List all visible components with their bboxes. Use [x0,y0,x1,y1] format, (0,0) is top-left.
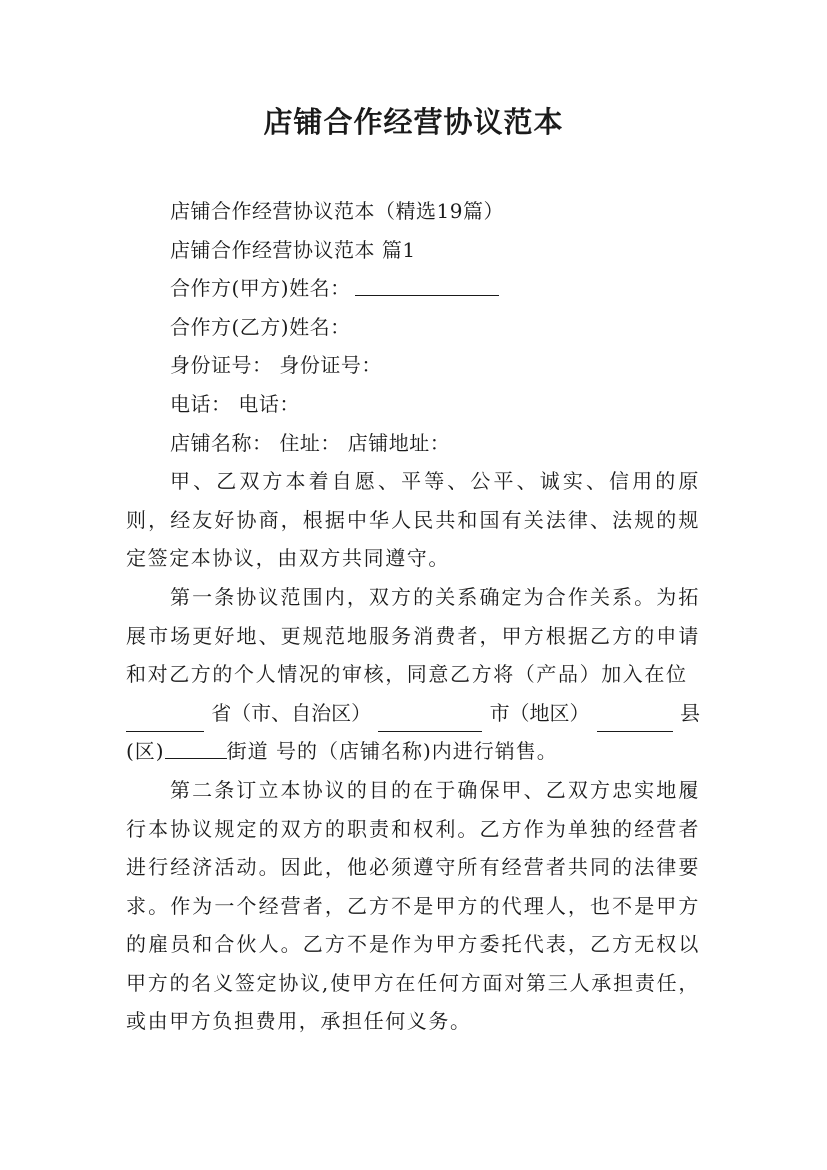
phone-line: 电话： 电话： [170,391,300,416]
document-body [126,192,700,1041]
article-1-paragraph: 第一条协议范围内，双方的关系确定为合作关系。为拓展市场更好地、更规范地服务消费者，甲方根据乙方的申请和对乙方的个人情况的审核，同意乙方将（产品）加入在位 [126,584,700,687]
province-blank [126,709,204,732]
party-b-line: 合作方(乙方)姓名： [170,314,351,339]
street-label: 街道 号的（店铺名称)内进行销售。 [226,739,558,764]
document-title: 店铺合作经营协议范本 [263,105,564,139]
party-a-name-blank [355,273,499,296]
article-2-paragraph: 第二条订立本协议的目的在于确保甲、乙双方忠实地履行本协议规定的双方的职责和权利。乙方作为单独的经营者进行经济活动。因此，他必须遵守所有经营者共同的法律要求。作为一个经营者，乙方不是甲方的代理人，也不是甲方的雇员和合伙人。乙方不是作为甲方委托代表，乙方无权以甲方的名义签定协议,使甲方在任何方面对第三人承担责任，或由甲方负担费用，承担任何义务。 [126,777,700,1034]
article-1-location-line [126,694,700,733]
city-label: 市（地区） [489,700,590,725]
county-blank [597,709,673,732]
section-heading: 店铺合作经营协议范本 篇1 [170,237,416,262]
subtitle-line: 店铺合作经营协议范本（精选19篇） [170,199,504,223]
article-1-street-line [126,732,700,771]
province-label: 省（市、自治区） [211,700,372,725]
party-a-label: 合作方(甲方)姓名： [170,276,351,301]
county-label: 县 [679,700,700,725]
intro-paragraph: 甲、乙双方本着自愿、平等、公平、诚实、信用的原则，经友好协商，根据中华人民共和国有关法律、法规的规定签定本协议，由双方共同遵守。 [126,469,700,571]
city-blank [378,709,482,732]
district-label: (区) [126,739,165,764]
id-number-line: 身份证号： 身份证号： [170,353,382,378]
street-blank [165,736,227,759]
shop-address-line: 店铺名称： 住址： 店铺地址： [170,430,451,455]
party-a-line [126,269,700,308]
